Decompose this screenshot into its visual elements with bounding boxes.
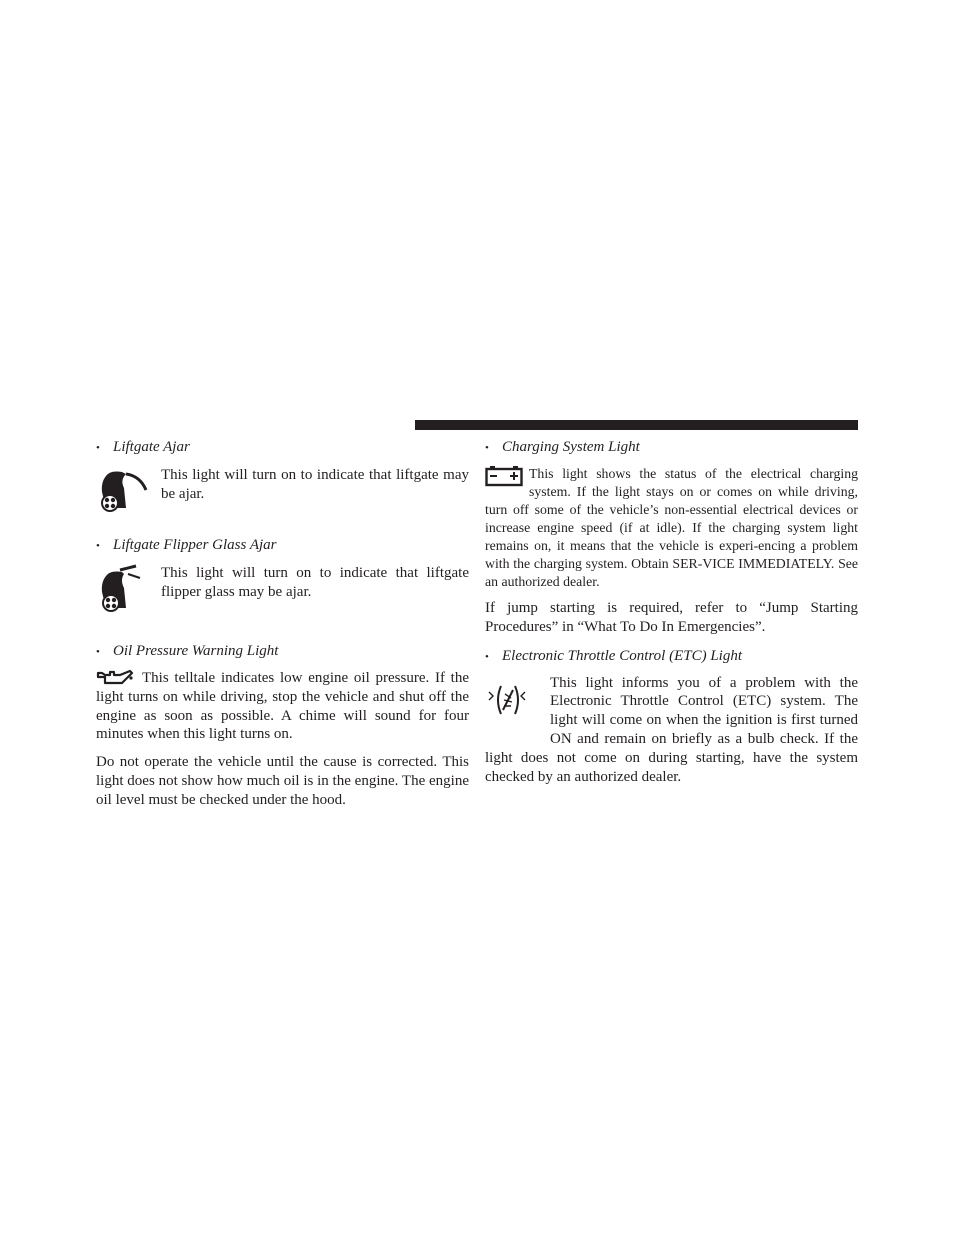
oil-pressure-section — [96, 640, 469, 810]
right-column — [485, 436, 858, 786]
oil-pressure-heading: Oil Pressure Warning Light — [113, 643, 279, 659]
bullet: • — [96, 442, 100, 454]
left-column — [96, 436, 469, 810]
flipper-glass-text: This light will turn on to indicate that liftgate flipper glass may be ajar. — [161, 565, 469, 600]
charging-section — [485, 436, 858, 637]
liftgate-ajar-text: This light will turn on to indicate that liftgate may be ajar. — [161, 467, 469, 502]
oil-pressure-text: This telltale indicates low engine oil pressure. If the light turns on while driving, stop the vehicle and shut off the engine as soon as possible. A chime will sound for four minutes when this light turns on. — [96, 670, 469, 743]
oil-can-icon — [96, 669, 142, 687]
liftgate-ajar-heading: Liftgate Ajar — [113, 439, 190, 455]
oil-pressure-paragraph: Do not operate the vehicle until the cause is corrected. This light does not show how much oil is in the engine. The engine oil level must be checked under the hood. — [96, 754, 469, 808]
throttle-control-icon — [485, 674, 550, 746]
bullet: • — [96, 540, 100, 552]
section-header-rule — [415, 420, 858, 430]
liftgate-ajar-icon — [96, 466, 161, 516]
flipper-glass-ajar-icon — [96, 564, 161, 616]
charging-paragraph: If jump starting is required, refer to “Jump Starting Procedures” in “What To Do In Emergencies”. — [485, 600, 858, 635]
bullet: • — [485, 442, 489, 454]
etc-text: This light informs you of a problem with the Electronic Throttle Control (ETC) system. The light will come on when the ignition is first turned ON and remain on briefly as a bulb check. If the light does not come on during starting, have the system checked by an authorized dealer. — [485, 674, 858, 785]
charging-heading: Charging System Light — [502, 439, 640, 455]
battery-icon — [485, 465, 529, 489]
flipper-glass-heading: Liftgate Flipper Glass Ajar — [113, 537, 277, 553]
liftgate-ajar-section — [96, 436, 469, 516]
flipper-glass-section — [96, 534, 469, 616]
charging-text: This light shows the status of the electrical charging system. If the light stays on or comes on while driving, turn off some of the vehicle’s non-essential electrical devices or increase engine speed (if at idle). If the charging system light remains on, it means that the vehicle is experi-encing a problem with the charging system. Obtain SER-VICE IMMEDIATELY. See an authorized dealer. — [485, 466, 858, 589]
etc-heading: Electronic Throttle Control (ETC) Light — [502, 647, 742, 664]
bullet: • — [485, 650, 489, 663]
bullet: • — [96, 646, 100, 658]
etc-section — [485, 645, 858, 787]
